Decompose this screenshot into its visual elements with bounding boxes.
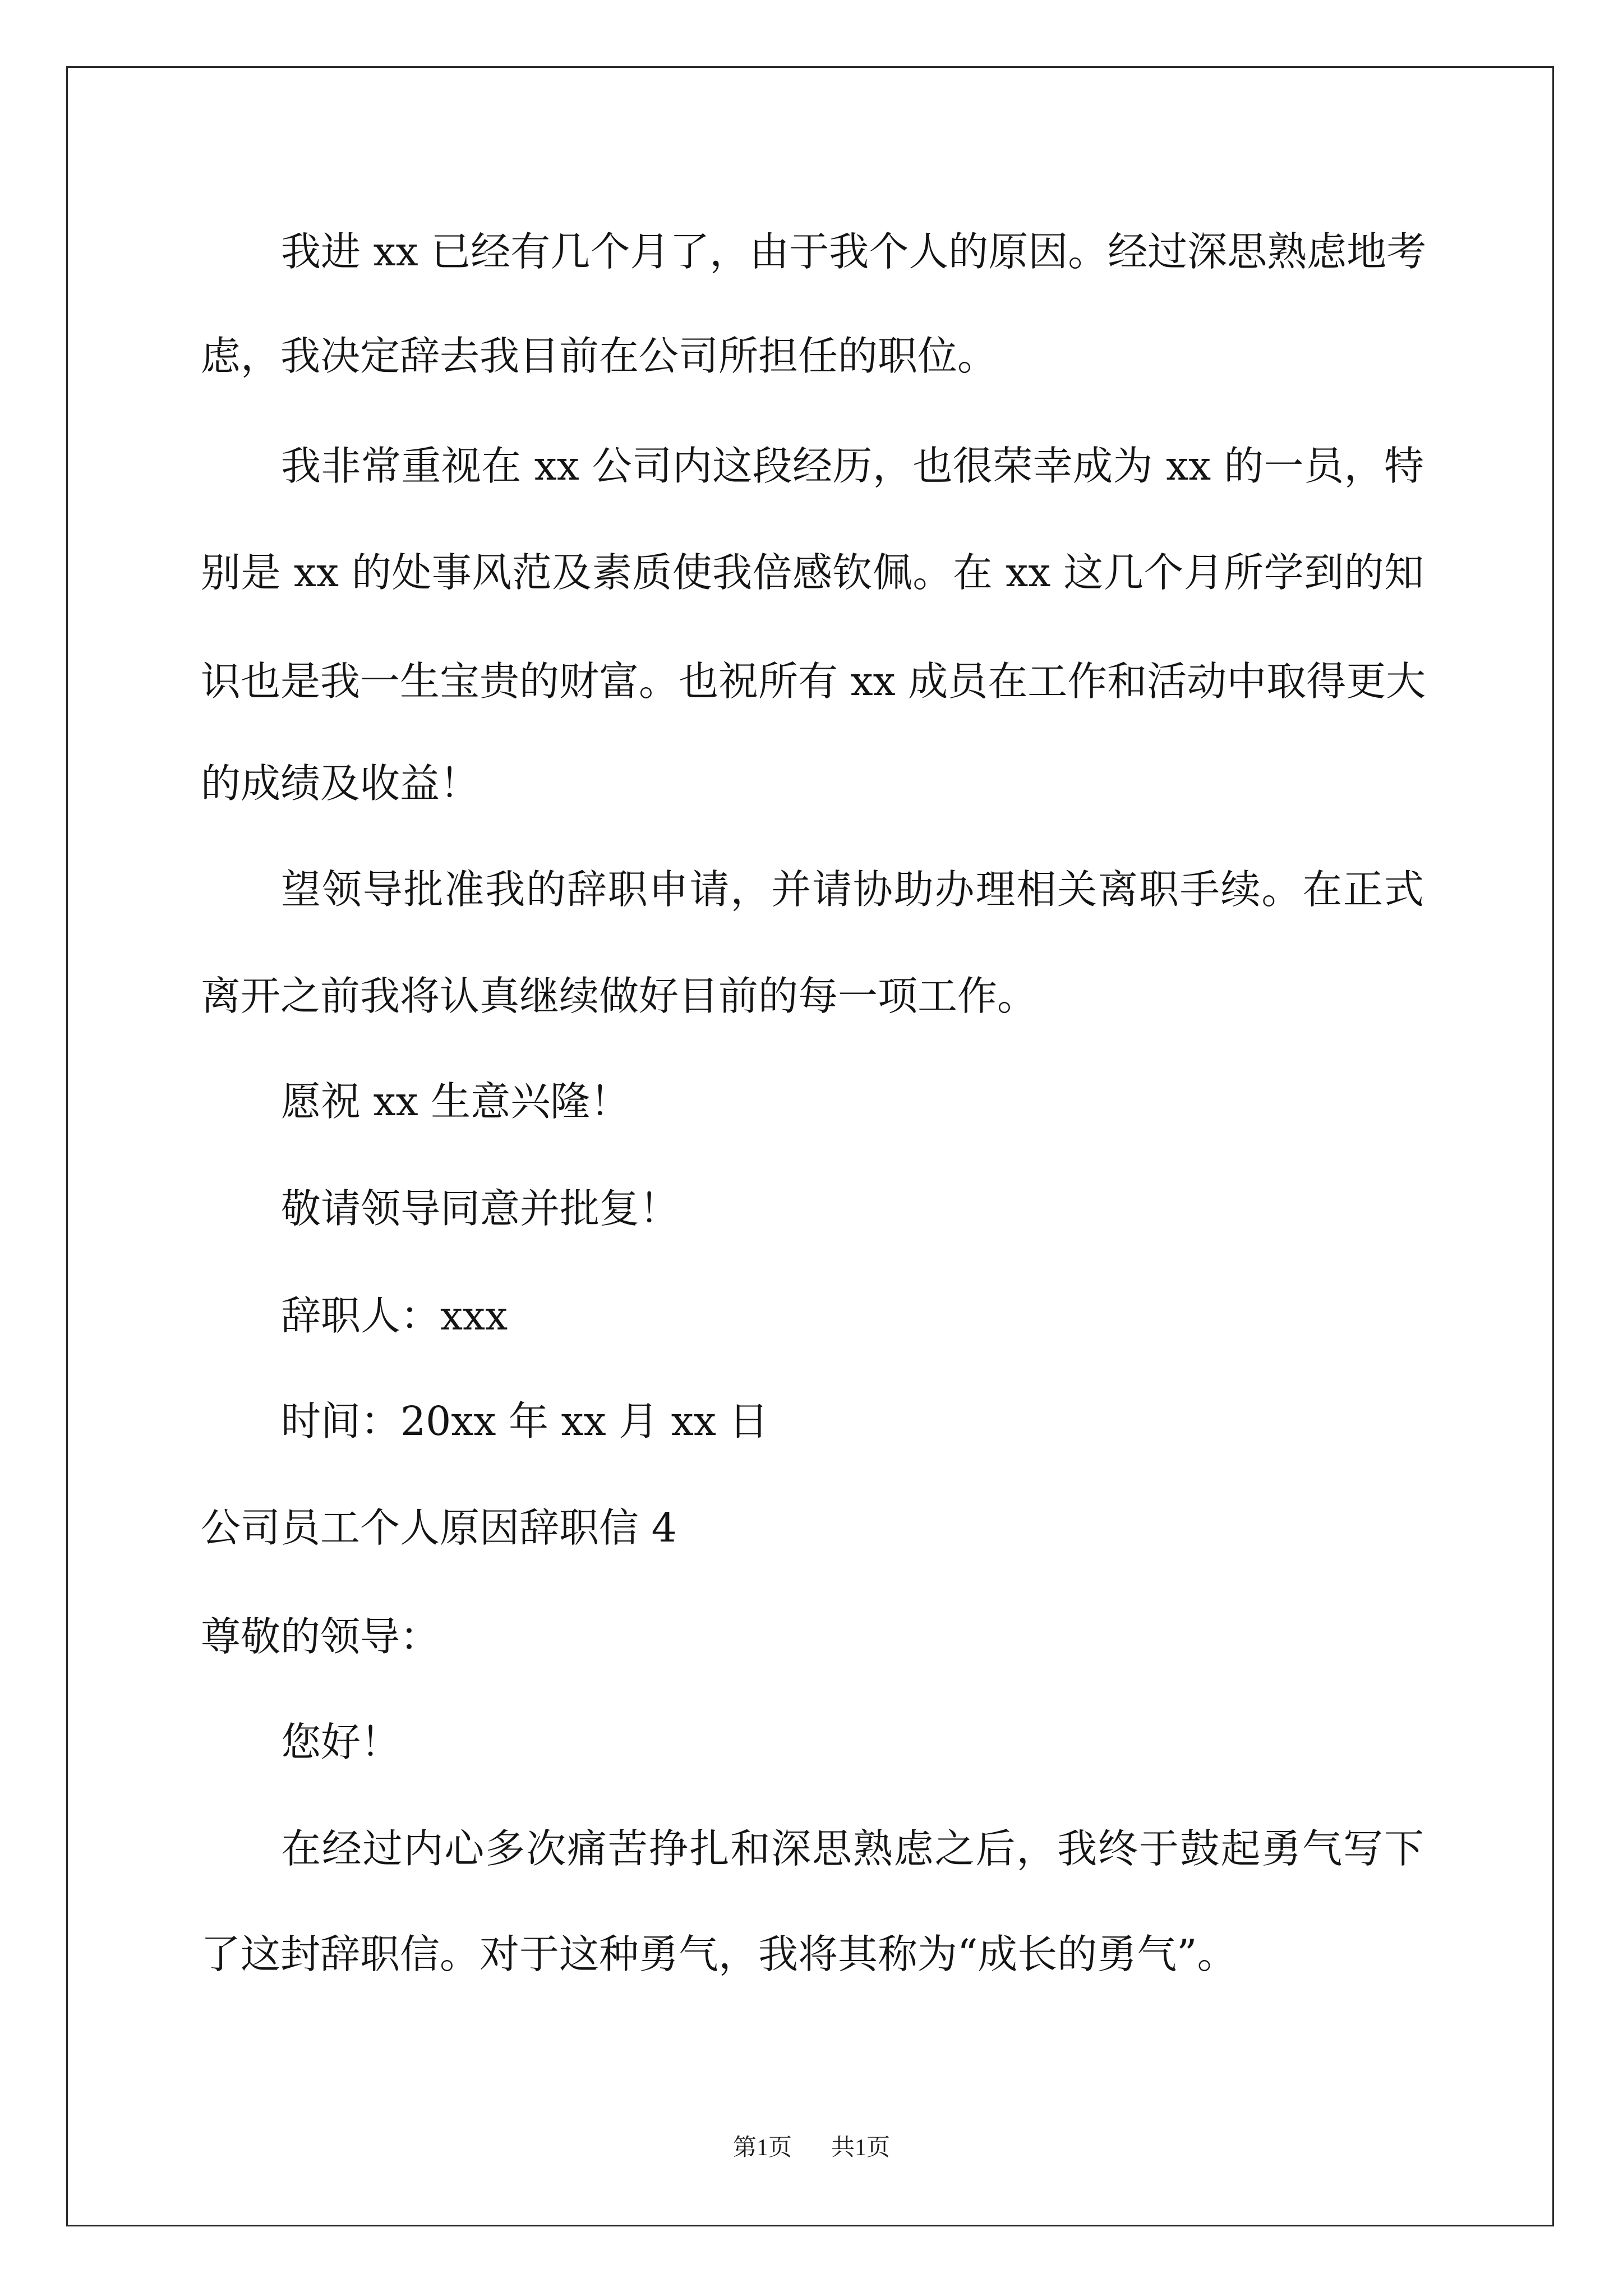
signature: 辞职人：xxx [281,1292,508,1339]
paragraph-line: 在经过内心多次痛苦挣扎和深思熟虑之后，我终于鼓起勇气写下 [281,1825,1424,1872]
paragraph-line: 我非常重视在 xx 公司内这段经历，也很荣幸成为 xx 的一员，特 [281,443,1424,489]
page-number: 第1页 [732,2135,792,2161]
paragraph-line: 别是 xx 的处事风范及素质使我倍感钦佩。在 xx 这几个月所学到的知 [201,549,1424,596]
greeting: 您好！ [281,1719,401,1765]
paragraph-line: 我进 xx 已经有几个月了，由于我个人的原因。经过深思熟虑地考 [281,228,1427,275]
paragraph-line: 离开之前我将认真继续做好目前的每一项工作。 [201,973,1038,1019]
paragraph-line: 识也是我一生宝贵的财富。也祝所有 xx 成员在工作和活动中取得更大 [201,658,1426,705]
salutation: 尊敬的领导： [201,1613,440,1660]
paragraph-line: 的成绩及收益！ [201,760,480,807]
paragraph-line: 了这封辞职信。对于这种勇气，我将其称为“成长的勇气”。 [201,1931,1237,1977]
date-line: 时间：20xx 年 xx 月 xx 日 [281,1398,769,1444]
page-footer [0,2131,1623,2165]
letter-title: 公司员工个人原因辞职信 4 [201,1504,677,1551]
paragraph-line: 虑，我决定辞去我目前在公司所担任的职位。 [201,333,998,379]
page-border [66,66,1554,2226]
paragraph-line: 望领导批准我的辞职申请，并请协助办理相关离职手续。在正式 [281,866,1424,913]
closing-wish: 愿祝 xx 生意兴隆！ [281,1078,630,1125]
closing-request: 敬请领导同意并批复！ [281,1185,680,1232]
page-total: 共1页 [831,2135,891,2161]
